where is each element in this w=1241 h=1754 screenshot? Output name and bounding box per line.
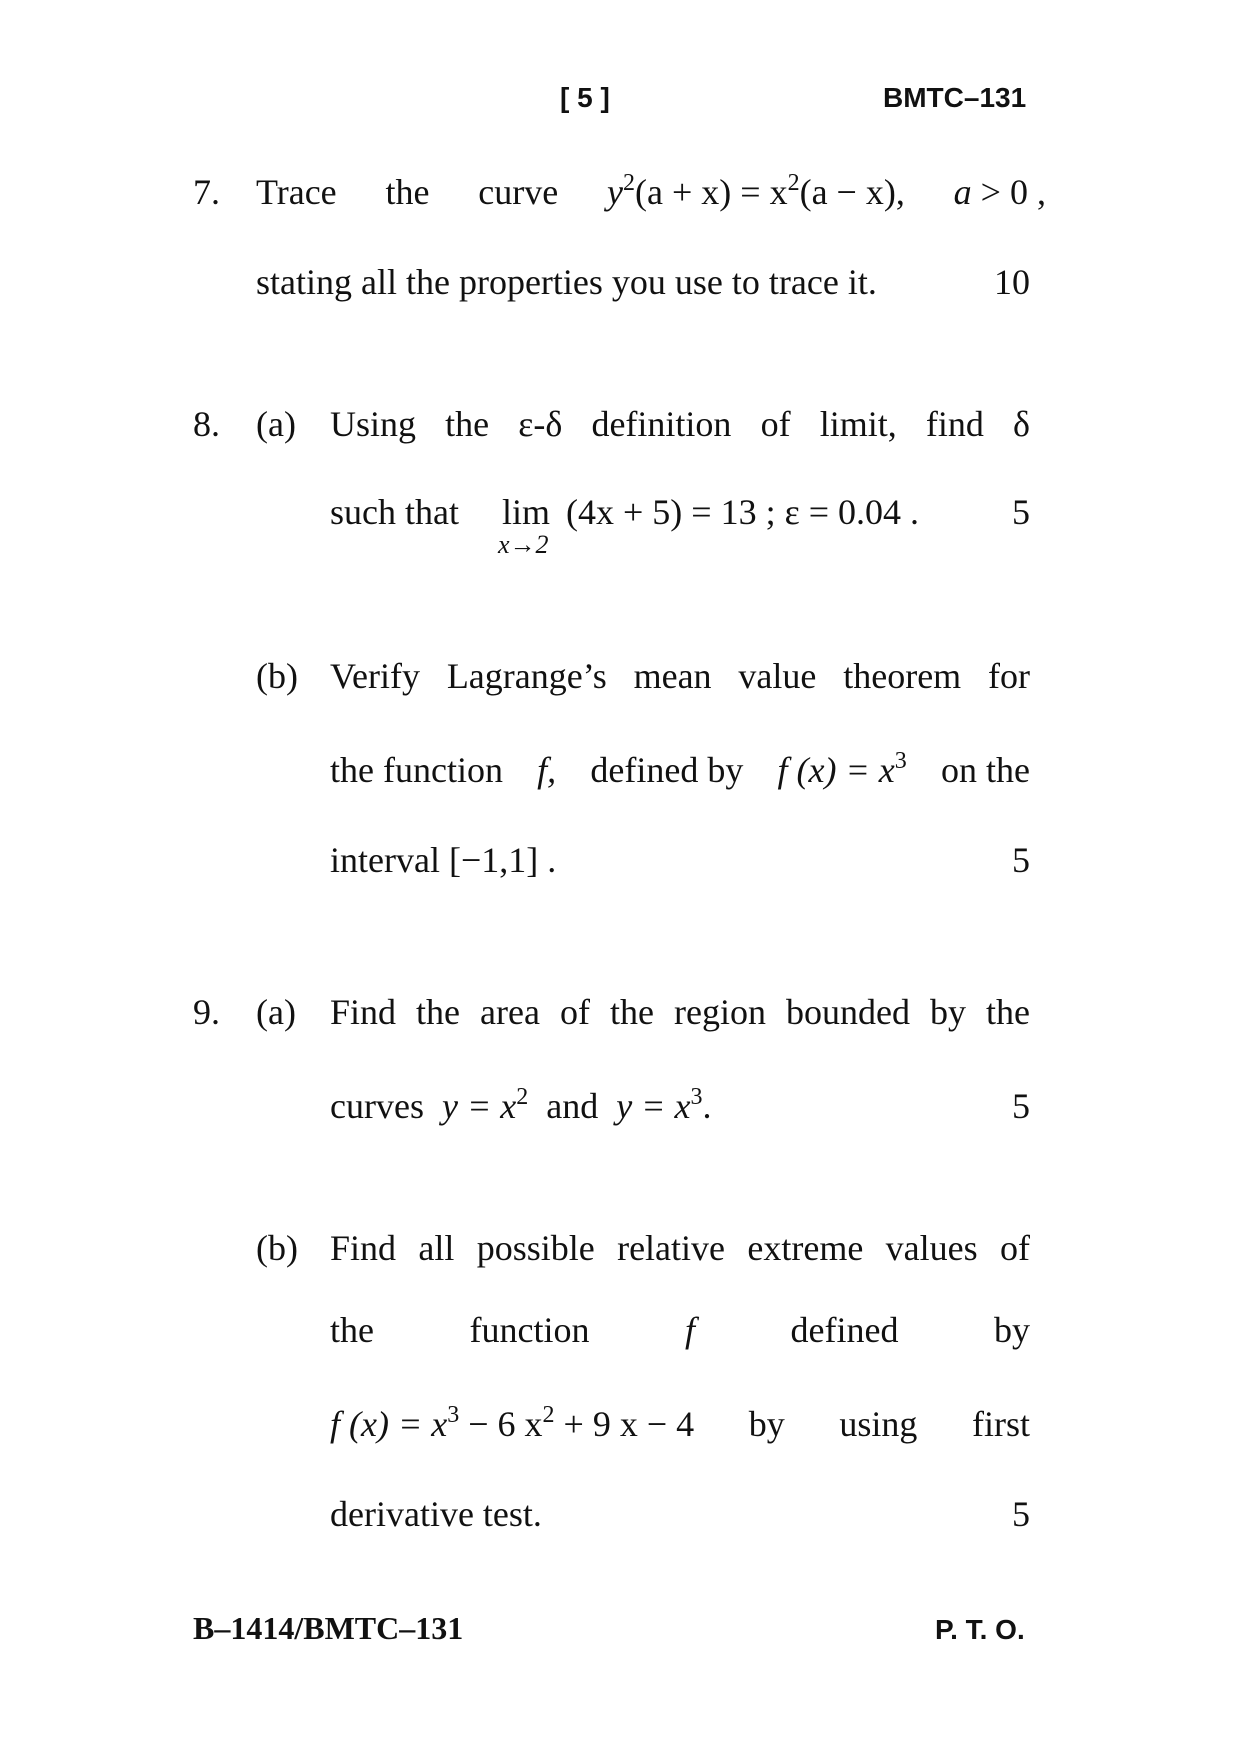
paper-code: BMTC–131 xyxy=(883,82,1027,113)
question-8a-line1 xyxy=(330,402,1030,446)
q8b-fx: f $(x) = x^3$ xyxy=(777,748,907,790)
q9a-text: and xyxy=(546,1086,599,1126)
q8a-word: δ xyxy=(1012,404,1030,444)
q8b-word: for xyxy=(988,656,1030,696)
q8b-word: theorem xyxy=(843,656,962,696)
q9b-polynomial: f $(x) = x^3 - 6$ $x^2 + 9$ x − 4 xyxy=(330,1402,695,1444)
q9b-word: first xyxy=(972,1404,1030,1444)
q8b-text: defined by xyxy=(590,750,744,790)
question-9b-marks: 5 xyxy=(1012,1494,1030,1534)
question-8b-line2 xyxy=(330,748,1030,792)
q7-word: Trace xyxy=(256,172,337,212)
q7-word: the xyxy=(385,172,430,212)
q7-word: curve xyxy=(478,172,559,212)
question-9a-label: (a) xyxy=(256,992,296,1032)
q8a-word: the xyxy=(445,404,490,444)
question-9b-line4: derivative test. xyxy=(330,1494,542,1534)
q9b-word: defined xyxy=(790,1310,899,1350)
q8b-word: Verify xyxy=(330,656,420,696)
question-8b-line1 xyxy=(330,654,1030,698)
question-8b-marks: 5 xyxy=(1012,840,1030,880)
q8b-text: on the xyxy=(940,750,1030,790)
q9a-text: curves xyxy=(330,1086,424,1126)
q8a-word: ε-δ xyxy=(518,404,563,444)
q8b-word: mean xyxy=(633,656,712,696)
q9b-word: the xyxy=(330,1310,374,1350)
page-number: [ 5 ] xyxy=(560,82,610,113)
question-9b-line1: Find all possible relative extreme values of xyxy=(330,1228,1030,1268)
question-9a-line1: Find the area of the region bounded by the xyxy=(330,992,1030,1032)
question-8a-marks: 5 xyxy=(1012,492,1030,532)
question-9-number: 9. xyxy=(193,992,220,1032)
question-9b-line2 xyxy=(330,1308,1030,1352)
q8b-word: value xyxy=(738,656,817,696)
q9a-eq1: y = x xyxy=(441,1086,517,1126)
q8a-word: definition xyxy=(591,404,732,444)
q9b-word: by xyxy=(748,1404,785,1444)
question-8a-label: (a) xyxy=(256,404,296,444)
limit-operator: lim xyxy=(502,492,551,532)
q8a-word: of xyxy=(760,404,791,444)
q9b-word: function xyxy=(469,1310,590,1350)
q9b-word: using xyxy=(839,1404,918,1444)
q8b-word: Lagrange’s xyxy=(446,656,607,696)
question-8b-line3: interval [−1,1] . xyxy=(330,840,557,880)
question-9b-line3 xyxy=(330,1402,1030,1446)
q9b-word: f xyxy=(685,1310,696,1350)
q8a-word: find xyxy=(925,404,984,444)
question-9a-marks: 5 xyxy=(1012,1086,1030,1126)
question-7-line1 xyxy=(256,170,1046,214)
question-9b-label: (b) xyxy=(256,1228,298,1268)
question-7-number: 7. xyxy=(193,172,220,212)
q9a-eq2: y = x xyxy=(616,1086,691,1126)
question-7-marks: 10 xyxy=(994,262,1030,302)
question-7-line2: stating all the properties you use to trace it. xyxy=(256,262,877,302)
question-9a-line2: curves $y = x^2$ and $y = x^3$. xyxy=(330,1084,712,1126)
q8a-word: Using xyxy=(330,404,417,444)
footer-pto: P. T. O. xyxy=(935,1614,1025,1645)
q8a-word: limit, xyxy=(819,404,897,444)
question-8a-line2-prefix: such that xyxy=(330,492,459,532)
question-8-number: 8. xyxy=(193,404,220,444)
q8b-fvar: f, xyxy=(537,750,557,790)
limit-expression: (4x + 5) = 13 ; ε = 0.04 . xyxy=(566,492,920,532)
q9b-word: by xyxy=(994,1310,1030,1350)
question-8b-label: (b) xyxy=(256,656,298,696)
footer-code: B–1414/BMTC–131 xyxy=(193,1610,464,1646)
q8b-text: the function xyxy=(330,750,503,790)
limit-subscript: x→2 xyxy=(498,530,549,559)
q7-equation: $y^2(a + x) = x^2(a - x)$, xyxy=(607,170,905,212)
q7-condition: a > 0 , xyxy=(953,172,1046,212)
